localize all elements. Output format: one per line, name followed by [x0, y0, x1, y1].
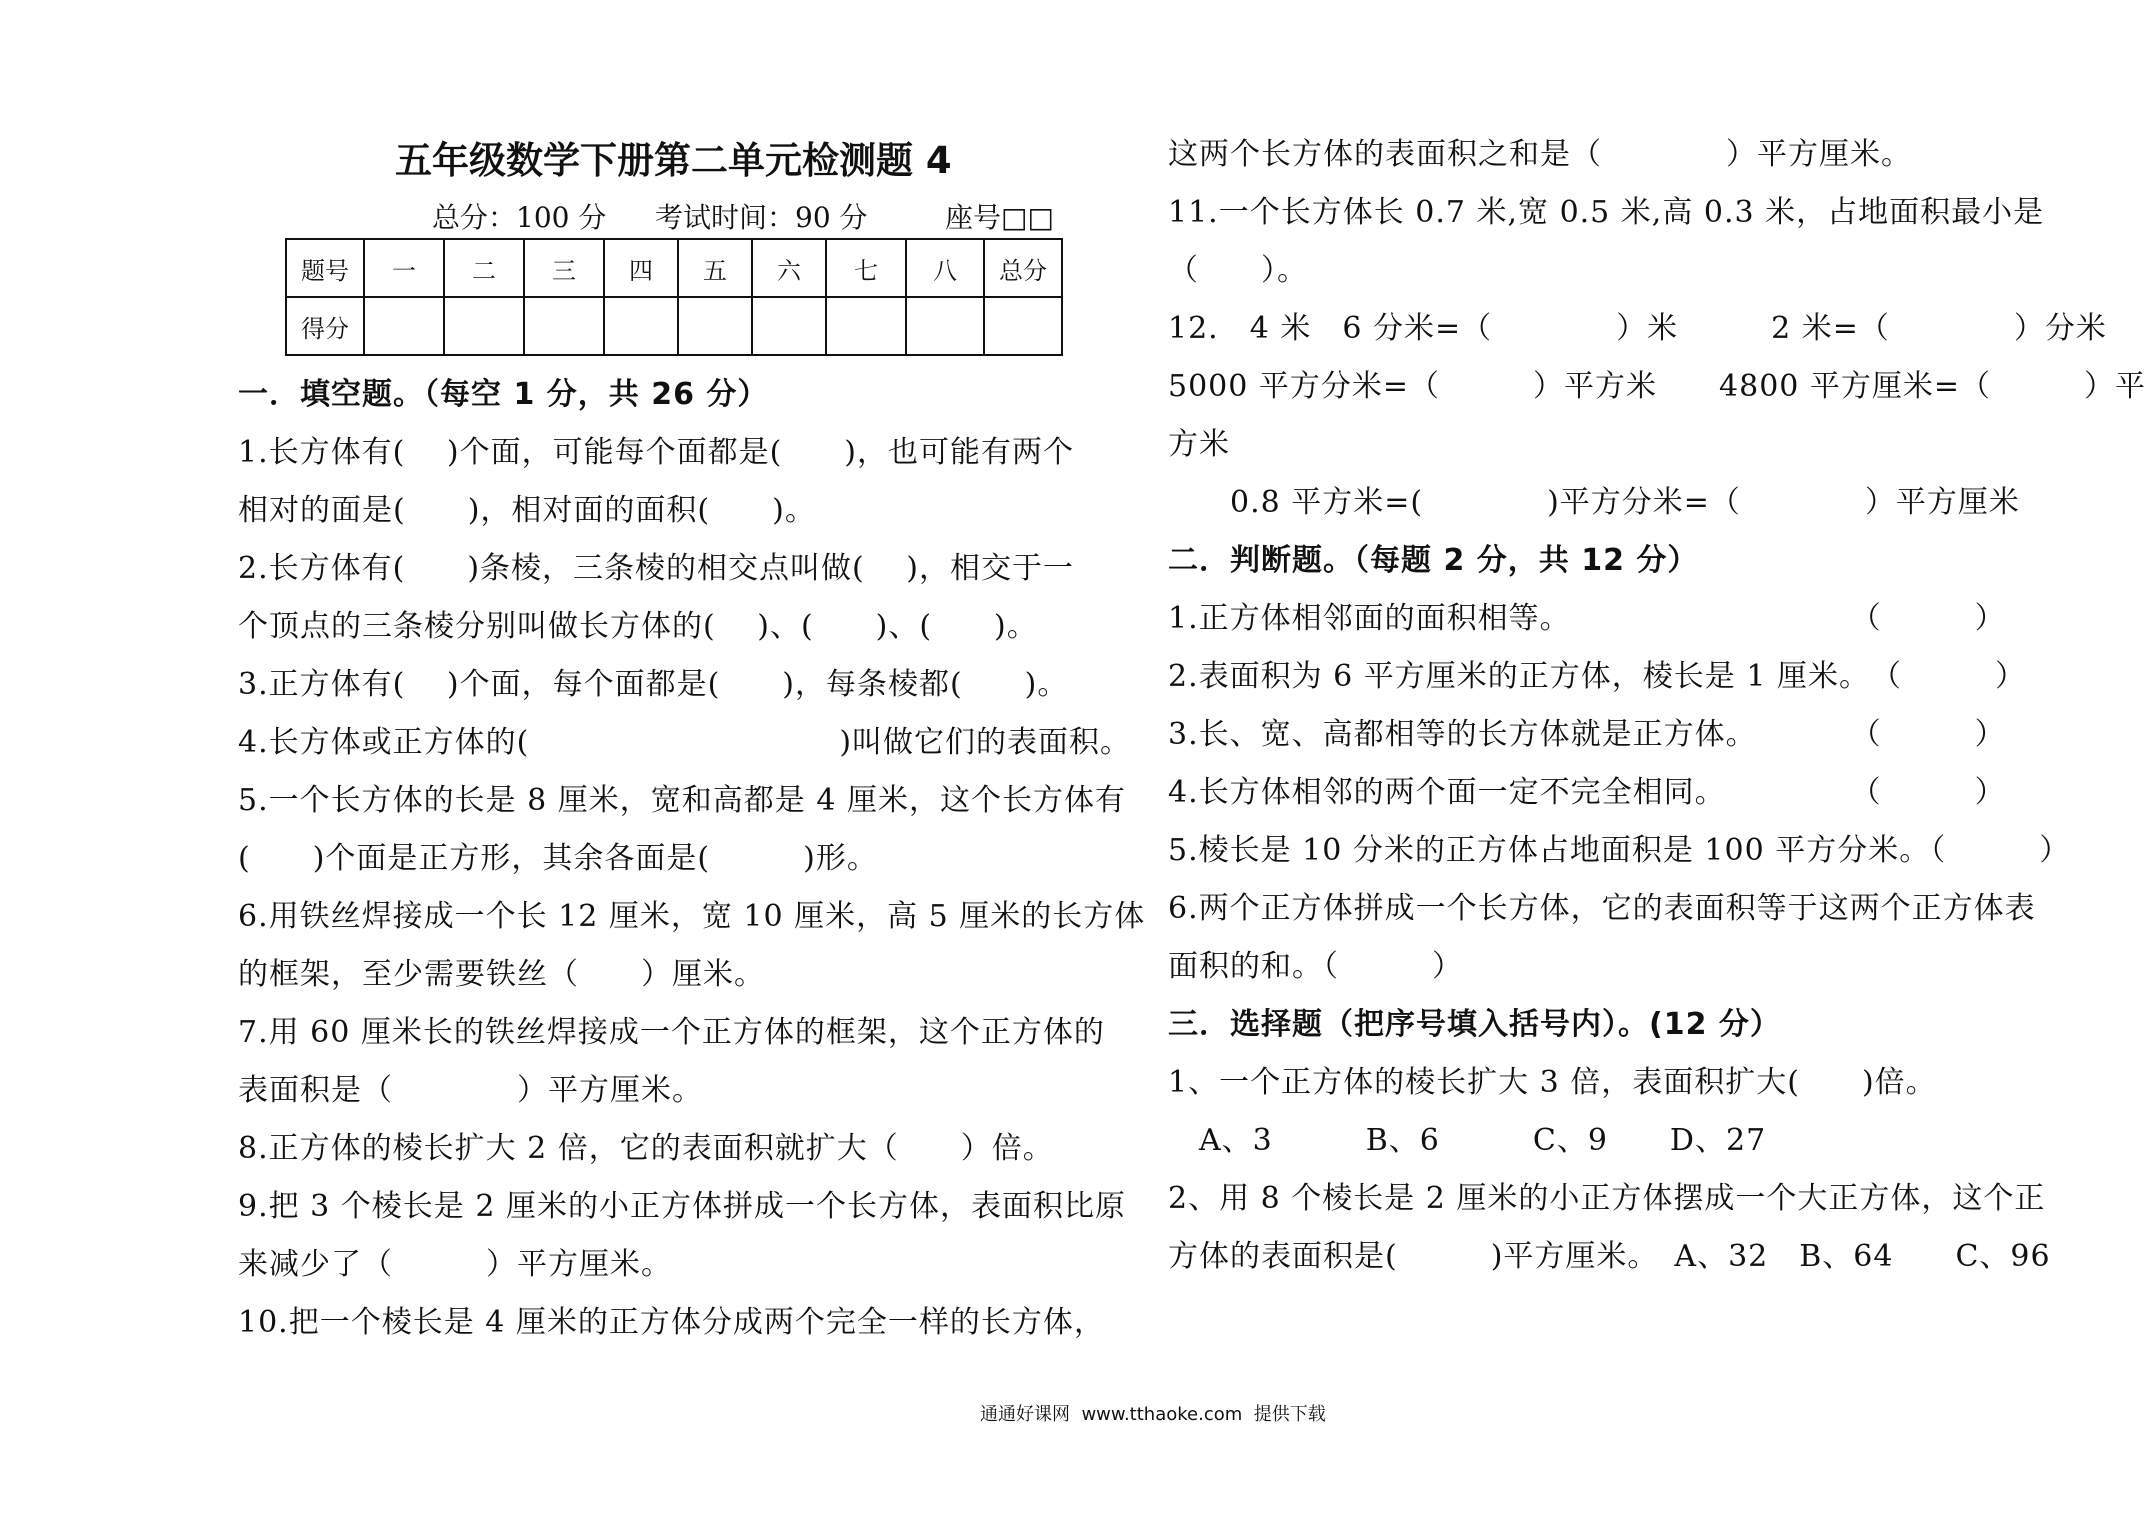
question-line: 面积的和。（ ） — [1168, 949, 1463, 984]
section-choice-heading: 三．选择题（把序号填入括号内）。(12 分） — [1168, 1007, 1781, 1042]
header-cell: 二 — [444, 239, 524, 297]
header-cell: 一 — [364, 239, 444, 297]
question-line: （ ）。 — [1168, 253, 1308, 288]
question-line: 1.长方体有( )个面，可能每个面都是( )，也可能有两个 — [238, 435, 1074, 470]
score-cell[interactable] — [984, 297, 1062, 355]
question-line: 9.把 3 个棱长是 2 厘米的小正方体拼成一个长方体，表面积比原 — [238, 1189, 1126, 1224]
question-line: 方体的表面积是( )平方厘米。 A、32 B、64 C、96 — [1168, 1239, 2051, 1274]
question-line: 的框架，至少需要铁丝（ ）厘米。 — [238, 957, 765, 992]
question-line: 4.长方体或正方体的( )叫做它们的表面积。 — [238, 725, 1132, 760]
question-line: 1.正方体相邻面的面积相等。 （ ） — [1168, 601, 2006, 636]
exam-time: 考试时间：90 分 — [655, 201, 868, 234]
question-line: 2、用 8 个棱长是 2 厘米的小正方体摆成一个大正方体，这个正 — [1168, 1181, 2046, 1216]
total-score: 总分：100 分 — [432, 201, 607, 234]
question-line: 6.两个正方体拼成一个长方体，它的表面积等于这两个正方体表 — [1168, 891, 2036, 926]
question-line: 7.用 60 厘米长的铁丝焊接成一个正方体的框架，这个正方体的 — [238, 1015, 1105, 1050]
score-cell[interactable] — [678, 297, 752, 355]
question-line: ( )个面是正方形，其余各面是( )形。 — [238, 841, 878, 876]
score-cell[interactable] — [604, 297, 678, 355]
score-cell[interactable] — [444, 297, 524, 355]
question-line: 2.长方体有( )条棱，三条棱的相交点叫做( )，相交于一 — [238, 551, 1074, 586]
question-line: 10.把一个棱长是 4 厘米的正方体分成两个完全一样的长方体， — [238, 1305, 1105, 1340]
question-line: 5.棱长是 10 分米的正方体占地面积是 100 平方分米。（ ） — [1168, 833, 2071, 868]
question-line: 11.一个长方体长 0.7 米,宽 0.5 米,高 0.3 米，占地面积最小是 — [1168, 195, 2045, 230]
question-line: 0.8 平方米=( )平方分米=（ ）平方厘米 — [1168, 485, 2020, 520]
question-line: 这两个长方体的表面积之和是（ ）平方厘米。 — [1168, 137, 1912, 172]
question-line: 表面积是（ ）平方厘米。 — [238, 1073, 703, 1108]
question-line: 12. 4 米 6 分米=（ ）米 2 米=（ ）分米 — [1168, 311, 2107, 346]
question-line: 8.正方体的棱长扩大 2 倍，它的表面积就扩大（ ）倍。 — [238, 1131, 1054, 1166]
question-line: A、3 B、6 C、9 D、27 — [1168, 1123, 1767, 1158]
question-line: 5000 平方分米=（ ）平方米 4800 平方厘米=（ ）平 — [1168, 369, 2147, 404]
question-line: 个顶点的三条棱分别叫做长方体的( )、( )、( )。 — [238, 609, 1038, 644]
question-line: 方米 — [1168, 427, 1230, 462]
question-line: 3.正方体有( )个面，每个面都是( )，每条棱都( )。 — [238, 667, 1069, 702]
section-fill-blank-heading: 一．填空题。（每空 1 分，共 26 分） — [238, 377, 769, 412]
question-line: 3.长、宽、高都相等的长方体就是正方体。 （ ） — [1168, 717, 2006, 752]
header-cell: 总分 — [984, 239, 1062, 297]
page-title: 五年级数学下册第二单元检测题 4 — [395, 139, 952, 182]
question-line: 1、一个正方体的棱长扩大 3 倍，表面积扩大( )倍。 — [1168, 1065, 1937, 1100]
section-judgement-heading: 二．判断题。（每题 2 分，共 12 分） — [1168, 543, 1699, 578]
question-line: 2.表面积为 6 平方厘米的正方体，棱长是 1 厘米。 （ ） — [1168, 659, 2026, 694]
score-table-header-row — [286, 239, 1062, 297]
footer-source: 通通好课网 www.tthaoke.com 提供下载 — [980, 1404, 1326, 1425]
question-line: 5.一个长方体的长是 8 厘米，宽和高都是 4 厘米，这个长方体有 — [238, 783, 1126, 818]
score-cell[interactable] — [524, 297, 604, 355]
header-cell: 六 — [752, 239, 826, 297]
seat-number: 座号□□ — [945, 201, 1054, 234]
header-cell: 七 — [826, 239, 906, 297]
header-cell: 五 — [678, 239, 752, 297]
row-label-cell: 得分 — [286, 297, 364, 355]
question-line: 4.长方体相邻的两个面一定不完全相同。 （ ） — [1168, 775, 2006, 810]
score-table-score-row — [286, 297, 1062, 355]
score-cell[interactable] — [752, 297, 826, 355]
question-line: 相对的面是( )，相对面的面积( )。 — [238, 493, 816, 528]
score-table — [285, 238, 1063, 356]
header-cell: 题号 — [286, 239, 364, 297]
header-cell: 八 — [906, 239, 984, 297]
score-cell[interactable] — [364, 297, 444, 355]
score-cell[interactable] — [906, 297, 984, 355]
question-line: 来减少了（ ）平方厘米。 — [238, 1247, 672, 1282]
question-line: 6.用铁丝焊接成一个长 12 厘米，宽 10 厘米，高 5 厘米的长方体 — [238, 899, 1146, 934]
score-cell[interactable] — [826, 297, 906, 355]
header-cell: 四 — [604, 239, 678, 297]
header-cell: 三 — [524, 239, 604, 297]
